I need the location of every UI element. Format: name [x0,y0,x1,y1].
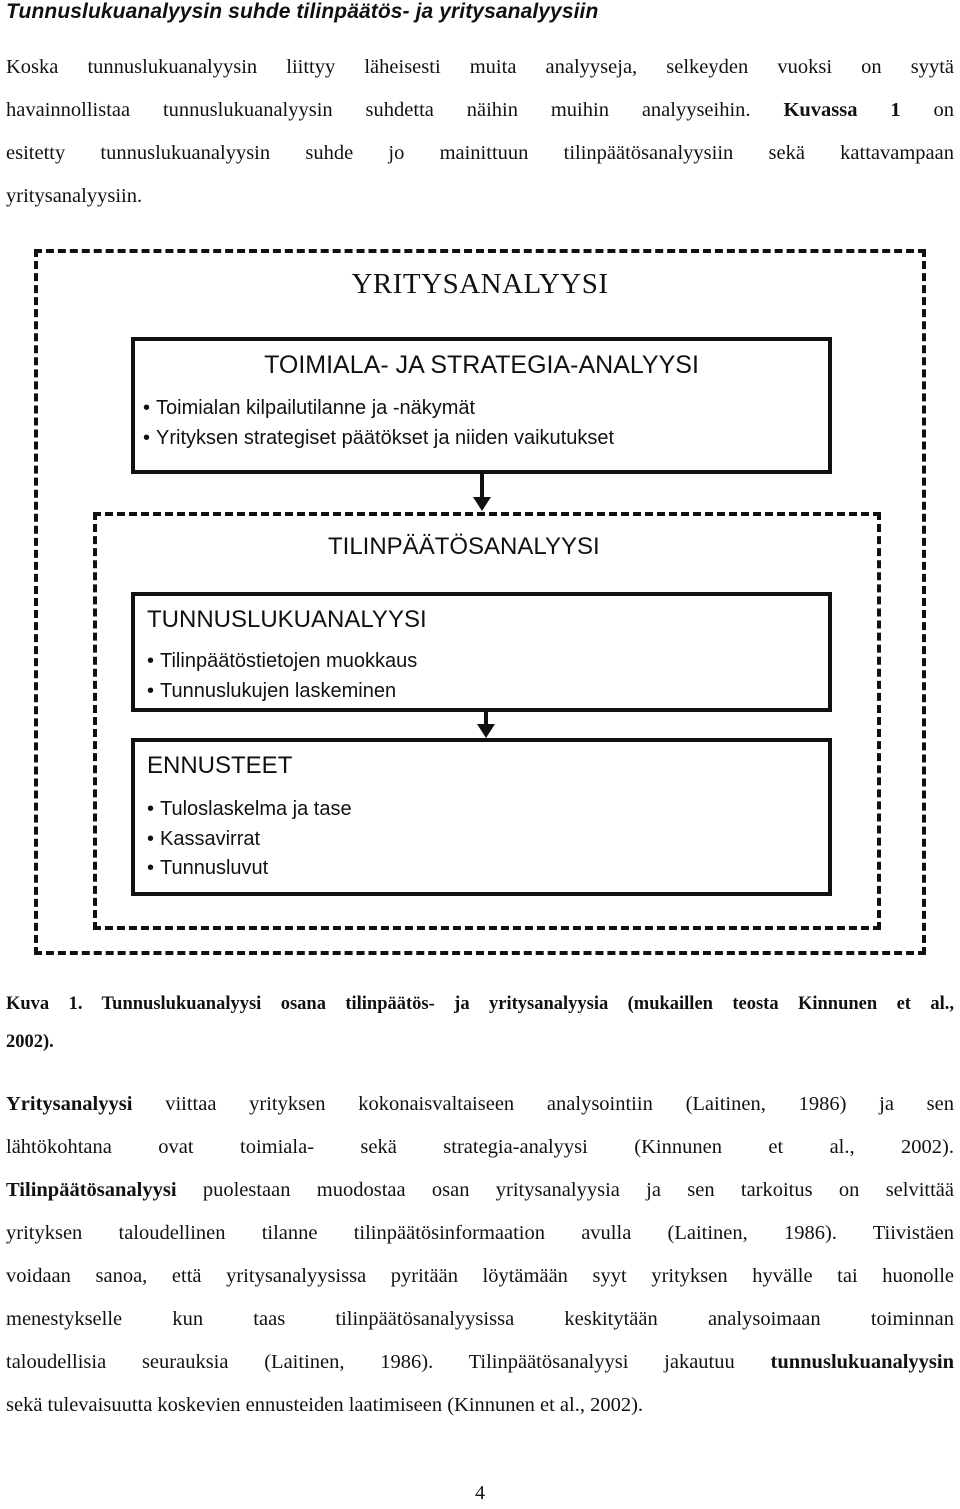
caption-line: 2002). [6,1032,54,1052]
intro-line: yritysanalyysiin. [6,185,143,207]
page-number: 4 [475,1482,485,1504]
term-bold: tunnuslukuanalyysin [770,1351,955,1373]
forecasts-box [131,738,832,896]
intro-paragraph [6,46,954,218]
body-text: taloudellisia seurauksia (Laitinen, 1986). Tilinpäätösanalyysi jakautuu [6,1351,735,1373]
body-line: lähtökohtana ovat toimiala- sekä strategia-analyysi (Kinnunen et al., 2002). [6,1136,954,1158]
body-line: menestykselle kun taas tilinpäätösanalyysissa keskitytään analysoimaan toiminnan [6,1308,954,1330]
forecast-bullet: • Tunnusluvut [147,857,268,880]
intro-text: on [933,99,955,121]
forecast-bullet: • Kassavirrat [147,828,260,851]
arrow-down-icon [473,497,491,511]
intro-text: havainnollistaa tunnuslukuanalyysin suhdetta näihin muihin analyyseihin. [6,99,751,121]
yritysanalyysi-title: YRITYSANALYYSI [351,268,609,300]
tilinpaatosanalyysi-title: TILINPÄÄTÖSANALYYSI [328,533,600,560]
term-bold: Tilinpäätösanalyysi [6,1179,177,1201]
body-text: viittaa yrityksen kokonaisvaltaiseen analysointiin (Laitinen, 1986) ja sen [165,1093,954,1115]
ratio-analysis-title: TUNNUSLUKUANALYYSI [147,606,427,633]
body-paragraph [6,1083,954,1427]
body-line [6,1083,954,1126]
caption-line: Kuva 1. Tunnuslukuanalyysi osana tilinpäätös- ja yritysanalyysia (mukaillen teosta Kinnunen et al., [6,994,954,1014]
term-bold: Yritysanalyysi [6,1093,133,1115]
section-heading: Tunnuslukuanalyysin suhde tilinpäätös- ja yritysanalyysiin [6,0,599,23]
body-line: sekä tulevaisuutta koskevien ennusteiden laatimiseen (Kinnunen et al., 2002). [6,1394,644,1416]
forecast-bullet: • Tuloslaskelma ja tase [147,798,352,821]
ratio-bullet: • Tunnuslukujen laskeminen [147,680,396,703]
figure-caption [6,985,954,1061]
body-line: yrityksen taloudellinen tilanne tilinpäätösinformaation avulla (Laitinen, 1986). Tiivistäen [6,1222,954,1244]
strategy-bullet: • Yrityksen strategiset päätökset ja niiden vaikutukset [143,427,614,450]
forecasts-title: ENNUSTEET [147,752,293,779]
body-line [6,1341,954,1384]
strategy-bullet: • Toimialan kilpailutilanne ja -näkymät [143,397,475,420]
body-line [6,1169,954,1212]
figure-reference: Kuvassa 1 [783,99,901,121]
intro-line: esitetty tunnuslukuanalyysin suhde jo mainittuun tilinpäätösanalyysiin sekä kattavampaan [6,142,954,164]
strategy-analysis-box [131,337,832,474]
intro-line [6,89,954,132]
body-text: puolestaan muodostaa osan yritysanalyysia ja sen tarkoitus on selvittää [202,1179,954,1201]
arrow-down-icon [477,724,495,738]
ratio-analysis-box [131,592,832,712]
ratio-bullet: • Tilinpäätöstietojen muokkaus [147,650,417,673]
body-line: voidaan sanoa, että yritysanalyysissa pyritään löytämään syyt yrityksen hyvälle tai huonolle [6,1265,954,1287]
strategy-analysis-title: TOIMIALA- JA STRATEGIA-ANALYYSI [264,351,699,379]
intro-line: Koska tunnuslukuanalyysin liittyy läheisesti muita analyyseja, selkeyden vuoksi on syytä [6,56,954,78]
